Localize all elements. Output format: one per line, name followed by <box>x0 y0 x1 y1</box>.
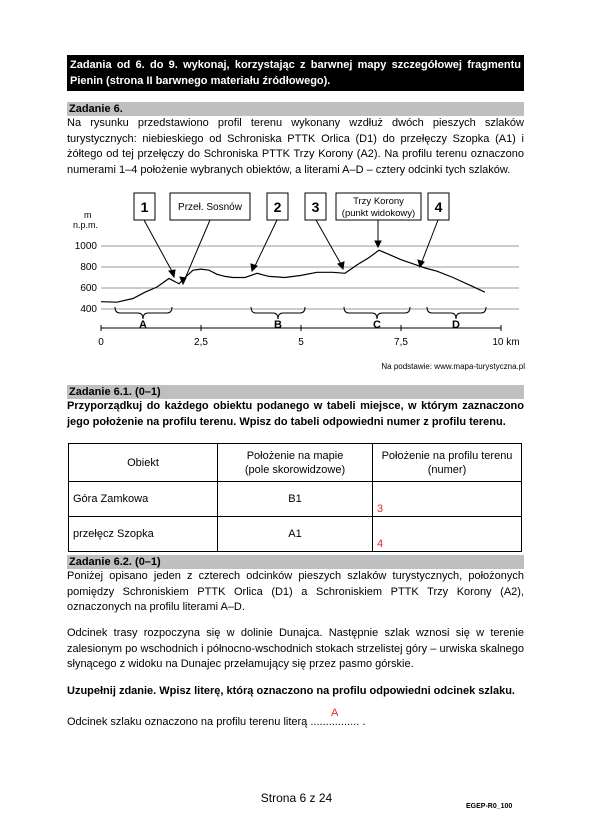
x-tick: 10 km <box>492 337 520 348</box>
task6-title: Zadanie 6. <box>67 102 524 116</box>
segment-letters <box>139 319 460 331</box>
label-4: 4 <box>434 199 443 215</box>
table-row <box>69 482 522 517</box>
page-number: Strona 6 z 24 <box>260 791 333 805</box>
segment-B: B <box>274 319 282 331</box>
arrow-4 <box>421 220 438 264</box>
y-ticks <box>75 241 98 315</box>
task62-instruction: Uzupełnij zdanie. Wpisz literę, którą oznaczono na profilu odpowiedni odcinek szlaku. <box>67 685 515 697</box>
y-tick: 600 <box>80 283 97 294</box>
profile-source: Na podstawie: www.mapa-turystyczna.pl <box>381 362 525 371</box>
intro-banner: Zadania od 6. do 9. wykonaj, korzystając z barwnej mapy szczegółowej fragmentu Pienin (strona II barwnego materiału źródłowego). <box>67 55 524 91</box>
terrain-profile <box>60 185 530 380</box>
answer-value: 4 <box>377 538 384 550</box>
label-trzy-korony-2: (punkt widokowy) <box>341 208 416 219</box>
task62-title: Zadanie 6.2. (0–1) <box>67 555 524 569</box>
x-tick: 5 <box>298 337 304 348</box>
arrow-2 <box>254 220 277 268</box>
task61-title: Zadanie 6.1. (0–1) <box>67 385 524 399</box>
header-map: Położenie na mapie (pole skorowidzowe) <box>218 444 373 482</box>
cell-map: A1 <box>218 517 373 552</box>
exam-code: EGEP-R0_100 <box>466 803 513 810</box>
arrow-head-sosnow <box>180 277 186 284</box>
task62-text1: Poniżej opisano jeden z czterech odcinków pieszych szlaków turystycznych, położonych pomiędzy Schroniskiem PTTK Orlica (D1) a Schroniskiem PTTK Trzy Korony (A2), oznaczonych na profilu literami A–D. <box>67 570 524 613</box>
segment-A: A <box>139 319 147 331</box>
x-ticks <box>98 337 519 348</box>
profile-line <box>101 250 485 302</box>
cell-object: Góra Zamkowa <box>69 482 218 517</box>
answer-value: 3 <box>377 503 384 515</box>
x-tick: 7,5 <box>394 337 408 348</box>
task62-sentence: Odcinek szlaku oznaczono na profilu terenu literą ................ . <box>67 716 366 728</box>
header-object: Obiekt <box>69 444 218 482</box>
y-tick: 400 <box>80 304 97 315</box>
x-tick: 0 <box>98 337 104 348</box>
cell-object: przełęcz Szopka <box>69 517 218 552</box>
table-row <box>69 517 522 552</box>
label-boxes <box>134 193 449 220</box>
label-sosnow: Przeł. Sosnów <box>178 202 242 213</box>
arrow-head-1 <box>169 270 175 277</box>
task6-text: Na rysunku przedstawiono profil terenu wykonany wzdłuż dwóch pieszych szlaków turystycznych: niebieskiego od Schroniska PTTK Orlica (D1) do przełęczy Szopka (A1) i żółtego od tej przełęczy do Schroniska PTTK Trzy Korony (A2). Na profilu terenu oznaczono numerami 1–4 położenie wybranych obiektów, a literami A–D – cztery odcinki tych szlaków. <box>67 117 524 176</box>
y-tick: 1000 <box>74 241 97 252</box>
cell-answer[interactable] <box>373 517 522 552</box>
arrow-head-3 <box>338 262 344 269</box>
y-tick: 800 <box>80 262 97 273</box>
task62-text2: Odcinek trasy rozpoczyna się w dolinie Dunajca. Następnie szlak wznosi się w terenie zalesionym po wschodnich i północno-wschodnich stokach strzelistej góry – urwiska skalnego słynącego z widoku na Dunajec przełamujący się przez pasmo górskie. <box>67 627 524 670</box>
label-3: 3 <box>311 199 320 215</box>
answer-table <box>68 443 522 552</box>
y-unit-npm: n.p.m. <box>73 220 99 230</box>
segment-C: C <box>373 319 381 331</box>
header-profile: Położenie na profilu terenu (numer) <box>373 444 522 482</box>
label-trzy-korony-1: Trzy Korony <box>353 196 404 207</box>
arrow-head-2 <box>251 264 257 271</box>
x-tick: 2,5 <box>194 337 208 348</box>
arrow-3 <box>316 220 342 266</box>
task61-instruction: Przyporządkuj do każdego obiektu podanego w tabeli miejsce, w którym zaznaczono jego położenie na profilu terenu. Wpisz do tabeli odpowiedni numer z profilu terenu. <box>67 400 524 428</box>
label-1: 1 <box>140 199 149 215</box>
arrow-sosnow <box>184 220 210 281</box>
label-2: 2 <box>273 199 282 215</box>
task62-answer[interactable]: A <box>331 707 339 719</box>
cell-map: B1 <box>218 482 373 517</box>
y-unit-m: m <box>84 210 92 220</box>
segment-D: D <box>452 319 460 331</box>
cell-answer[interactable] <box>373 482 522 517</box>
table-header-row <box>69 444 522 482</box>
